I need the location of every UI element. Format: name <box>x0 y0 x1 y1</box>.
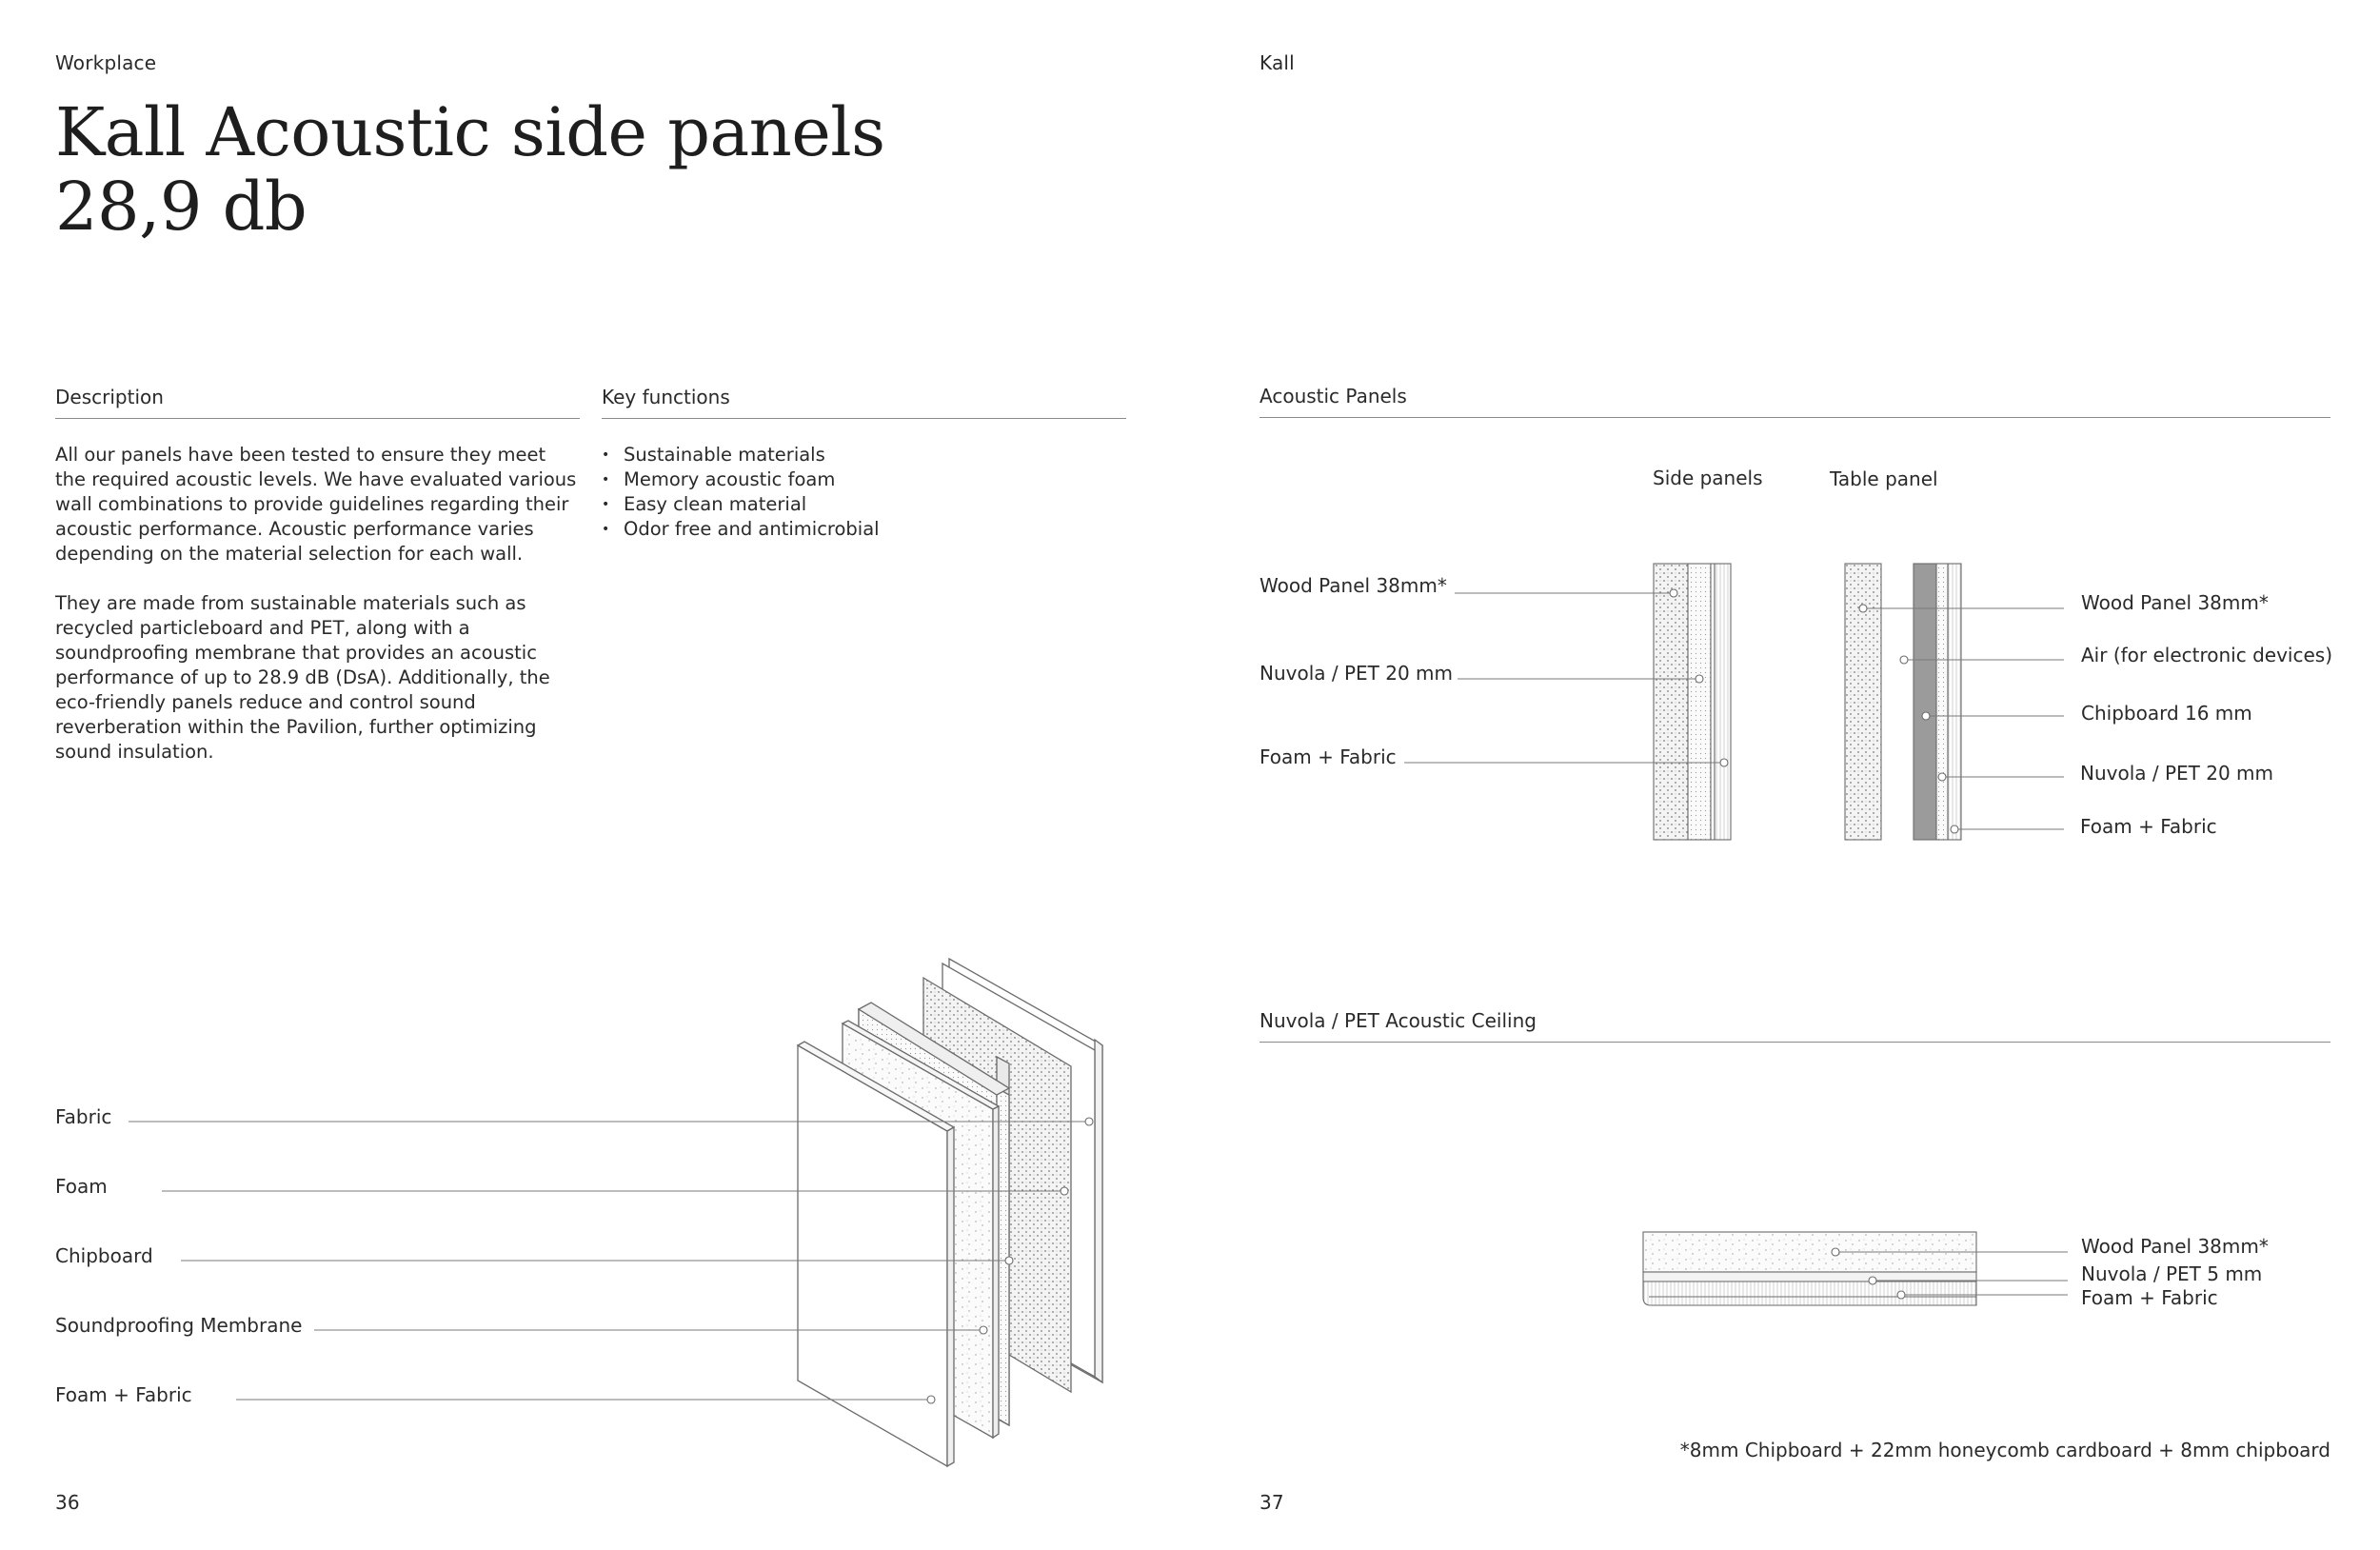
page-number-left: 36 <box>55 1491 80 1514</box>
table-label-chipboard: Chipboard 16 mm <box>2081 702 2252 725</box>
exploded-label-fabric: Fabric <box>55 1105 112 1128</box>
page-number-right: 37 <box>1259 1491 1284 1514</box>
table-label-wood: Wood Panel 38mm* <box>2081 591 2269 614</box>
dot-foam-fabric <box>927 1396 935 1403</box>
exploded-label-foam: Foam <box>55 1175 108 1198</box>
acoustic-panels-heading: Acoustic Panels <box>1259 385 2330 418</box>
description-paragraph-1: All our panels have been tested to ensure they meet the required acoustic levels. We have evaluated various wall combinations to provide guidelines regarding their acoustic performance. Acoustic performance varies depending on the material selection for each wall. <box>55 444 577 565</box>
dot-foam <box>1061 1187 1068 1195</box>
table-label-nuvola: Nuvola / PET 20 mm <box>2080 762 2274 785</box>
exploded-label-chipboard: Chipboard <box>55 1244 153 1267</box>
table-label-air: Air (for electronic devices) <box>2081 644 2333 666</box>
dot-chipboard <box>1005 1257 1013 1264</box>
side-label-nuvola: Nuvola / PET 20 mm <box>1259 662 1454 685</box>
list-item: • Sustainable materials <box>602 443 1126 467</box>
footnote: *8mm Chipboard + 22mm honeycomb cardboard + 8mm chipboard <box>1679 1439 2330 1461</box>
left-page-header: Workplace <box>55 51 157 74</box>
section-diagrams <box>1190 0 2380 1550</box>
description-paragraph-2: They are made from sustainable materials such as recycled particleboard and PET, along with a soundproofing membrane that provides an acoustic performance of up to 28.9 dB (DsA). Additionally, the eco-friendly panels reduce and control sound reverberation within the Pavilion, further optimizing sound insulation. <box>55 592 550 763</box>
table-label-foam-fabric: Foam + Fabric <box>2080 815 2217 838</box>
side-panels-title: Side panels <box>1653 467 1763 489</box>
list-item: • Memory acoustic foam <box>602 467 1126 492</box>
dot-membrane <box>980 1326 987 1334</box>
table-panel-title: Table panel <box>1830 467 1938 490</box>
page-title-line1: Kall Acoustic side panels <box>55 93 885 171</box>
right-page-header: Kall <box>1259 51 1295 74</box>
ceiling-heading: Nuvola / PET Acoustic Ceiling <box>1259 1009 2330 1043</box>
ceiling-label-foam-fabric: Foam + Fabric <box>2081 1286 2218 1309</box>
description-heading: Description <box>55 386 580 419</box>
dot-fabric <box>1085 1118 1093 1125</box>
exploded-label-foam-fabric: Foam + Fabric <box>55 1383 192 1406</box>
ceiling-label-nuvola: Nuvola / PET 5 mm <box>2081 1262 2263 1285</box>
list-item: • Easy clean material <box>602 492 1126 517</box>
ceiling-label-wood: Wood Panel 38mm* <box>2081 1235 2269 1258</box>
list-item: • Odor free and antimicrobial <box>602 517 1126 542</box>
page-title-line2: 28,9 db <box>55 168 307 246</box>
side-label-foam-fabric: Foam + Fabric <box>1259 745 1397 768</box>
side-label-wood: Wood Panel 38mm* <box>1259 574 1447 597</box>
key-functions-heading: Key functions <box>602 386 1126 419</box>
layer-fabric-edge <box>1095 1040 1102 1382</box>
side-panels-section <box>1654 564 1731 840</box>
exploded-label-membrane: Soundproofing Membrane <box>55 1314 303 1337</box>
